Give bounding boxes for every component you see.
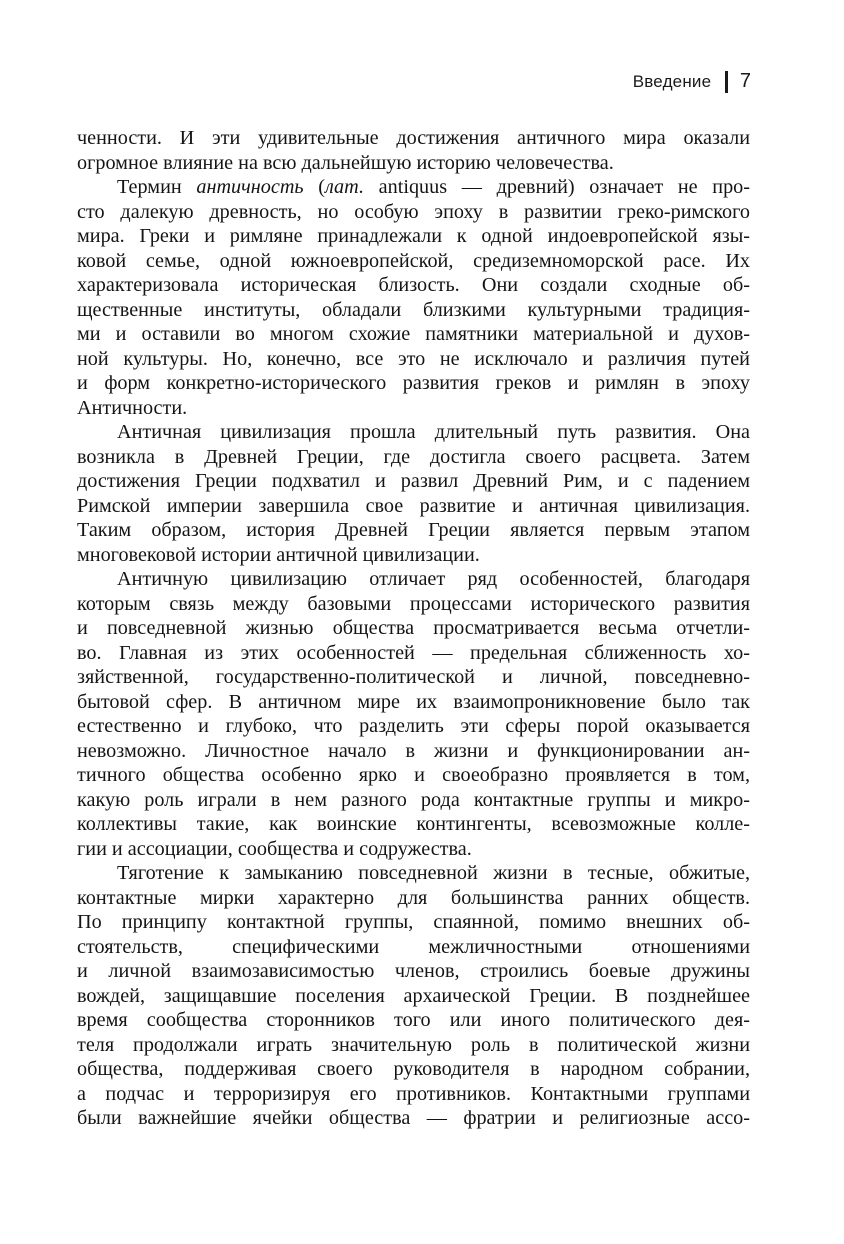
text-line: и личной взаимозависимостью членов, строились боевые дружины bbox=[77, 960, 750, 982]
text-line: коллективы такие, как воинские контингенты, всевозможные колле- bbox=[77, 813, 750, 835]
text-line: огромное влияние на всю дальнейшую историю человечества. bbox=[77, 151, 614, 174]
text-line: теля продолжали играть значительную роль в политической жизни bbox=[77, 1033, 750, 1056]
text-line: тичного общества особенно ярко и своеобразно проявляется в том, bbox=[77, 764, 750, 786]
text-line: ковой семье, одной южноевропейской, средиземноморской расе. Их bbox=[77, 249, 750, 272]
text-line: во. Главная из этих особенностей — предельная сближенность хо- bbox=[77, 641, 750, 664]
text-line: и повседневной жизнью общества просматривается весьма отчетли- bbox=[77, 617, 750, 639]
header-divider bbox=[725, 71, 728, 93]
text-line: контактные мирки характерно для большинства ранних обществ. bbox=[77, 886, 750, 909]
page-number: 7 bbox=[739, 70, 751, 92]
text-line: бытовой сфер. В античном мире их взаимопроникновение было так bbox=[77, 690, 750, 713]
text-line: невозможно. Личностное начало в жизни и функционировании ан- bbox=[77, 739, 750, 762]
text-line: зяйственной, государственно-политической и личной, повседневно- bbox=[77, 666, 750, 688]
text-line: ми и оставили во многом схожие памятники материальной и духов- bbox=[77, 323, 750, 345]
text-line: ченности. И эти удивительные достижения античного мира оказали bbox=[77, 127, 750, 149]
text-line: общества, поддерживая своего руководителя в народном собрании, bbox=[77, 1058, 750, 1080]
text-line: По принципу контактной группы, спаянной, помимо внешних об- bbox=[77, 911, 750, 933]
text-line: Античности. bbox=[77, 396, 188, 419]
text-line: были важнейшие ячейки общества — фратрии и религиозные ассо- bbox=[77, 1107, 750, 1129]
text-line: характеризовала историческая близость. Они создали сходные об- bbox=[77, 274, 750, 296]
text-line: возникла в Древней Греции, где достигла своего расцвета. Затем bbox=[77, 445, 750, 468]
text-line: Римской империи завершила свое развитие и античная цивилизация. bbox=[77, 494, 750, 517]
text-line: какую роль играли в нем разного рода контактные группы и микро- bbox=[77, 788, 750, 811]
running-header bbox=[633, 70, 751, 93]
text-line: многовековой истории античной цивилизации. bbox=[77, 543, 480, 566]
paragraph-5 bbox=[77, 861, 750, 1131]
text-line: достижения Греции подхватил и развил Древний Рим, и с падением bbox=[77, 470, 750, 492]
text-line: Античную цивилизацию отличает ряд особенностей, благодаря bbox=[117, 568, 750, 590]
paragraph-3 bbox=[77, 420, 750, 567]
paragraph-4 bbox=[77, 567, 750, 861]
text-line: мира. Греки и римляне принадлежали к одной индоевропейской язы- bbox=[77, 225, 750, 247]
text-line: щественные институты, обладали близкими культурными традиция- bbox=[77, 298, 750, 321]
paragraph-2 bbox=[77, 175, 750, 420]
text-line: Античная цивилизация прошла длительный путь развития. Она bbox=[117, 421, 750, 443]
section-title: Введение bbox=[632, 71, 712, 91]
text-line: Термин античность (лат. antiquus — древний) означает не про- bbox=[117, 176, 750, 198]
text-line: которым связь между базовыми процессами исторического развития bbox=[77, 592, 750, 615]
text-line: ной культуры. Но, конечно, все это не исключало и различия путей bbox=[77, 347, 750, 370]
body-text bbox=[77, 126, 750, 1131]
text-line: гии и ассоциации, сообщества и содружества. bbox=[77, 837, 472, 860]
text-line: стоятельств, специфическими межличностными отношениями bbox=[77, 935, 750, 958]
text-line: и форм конкретно-исторического развития греков и римлян в эпоху bbox=[77, 372, 750, 394]
paragraph-1 bbox=[77, 126, 750, 175]
text-line: а подчас и терроризируя его противников. Контактными группами bbox=[77, 1082, 750, 1105]
text-line: вождей, защищавшие поселения архаической Греции. В позднейшее bbox=[77, 984, 750, 1007]
text-line: время сообщества сторонников того или иного политического дея- bbox=[77, 1009, 750, 1031]
text-line: Таким образом, история Древней Греции является первым этапом bbox=[77, 519, 750, 541]
text-line: сто далекую древность, но особую эпоху в развитии греко-римского bbox=[77, 200, 750, 223]
text-line: Тяготение к замыканию повседневной жизни в тесные, обжитые, bbox=[117, 862, 750, 884]
text-line: естественно и глубоко, что разделить эти сферы порой оказывается bbox=[77, 715, 750, 737]
